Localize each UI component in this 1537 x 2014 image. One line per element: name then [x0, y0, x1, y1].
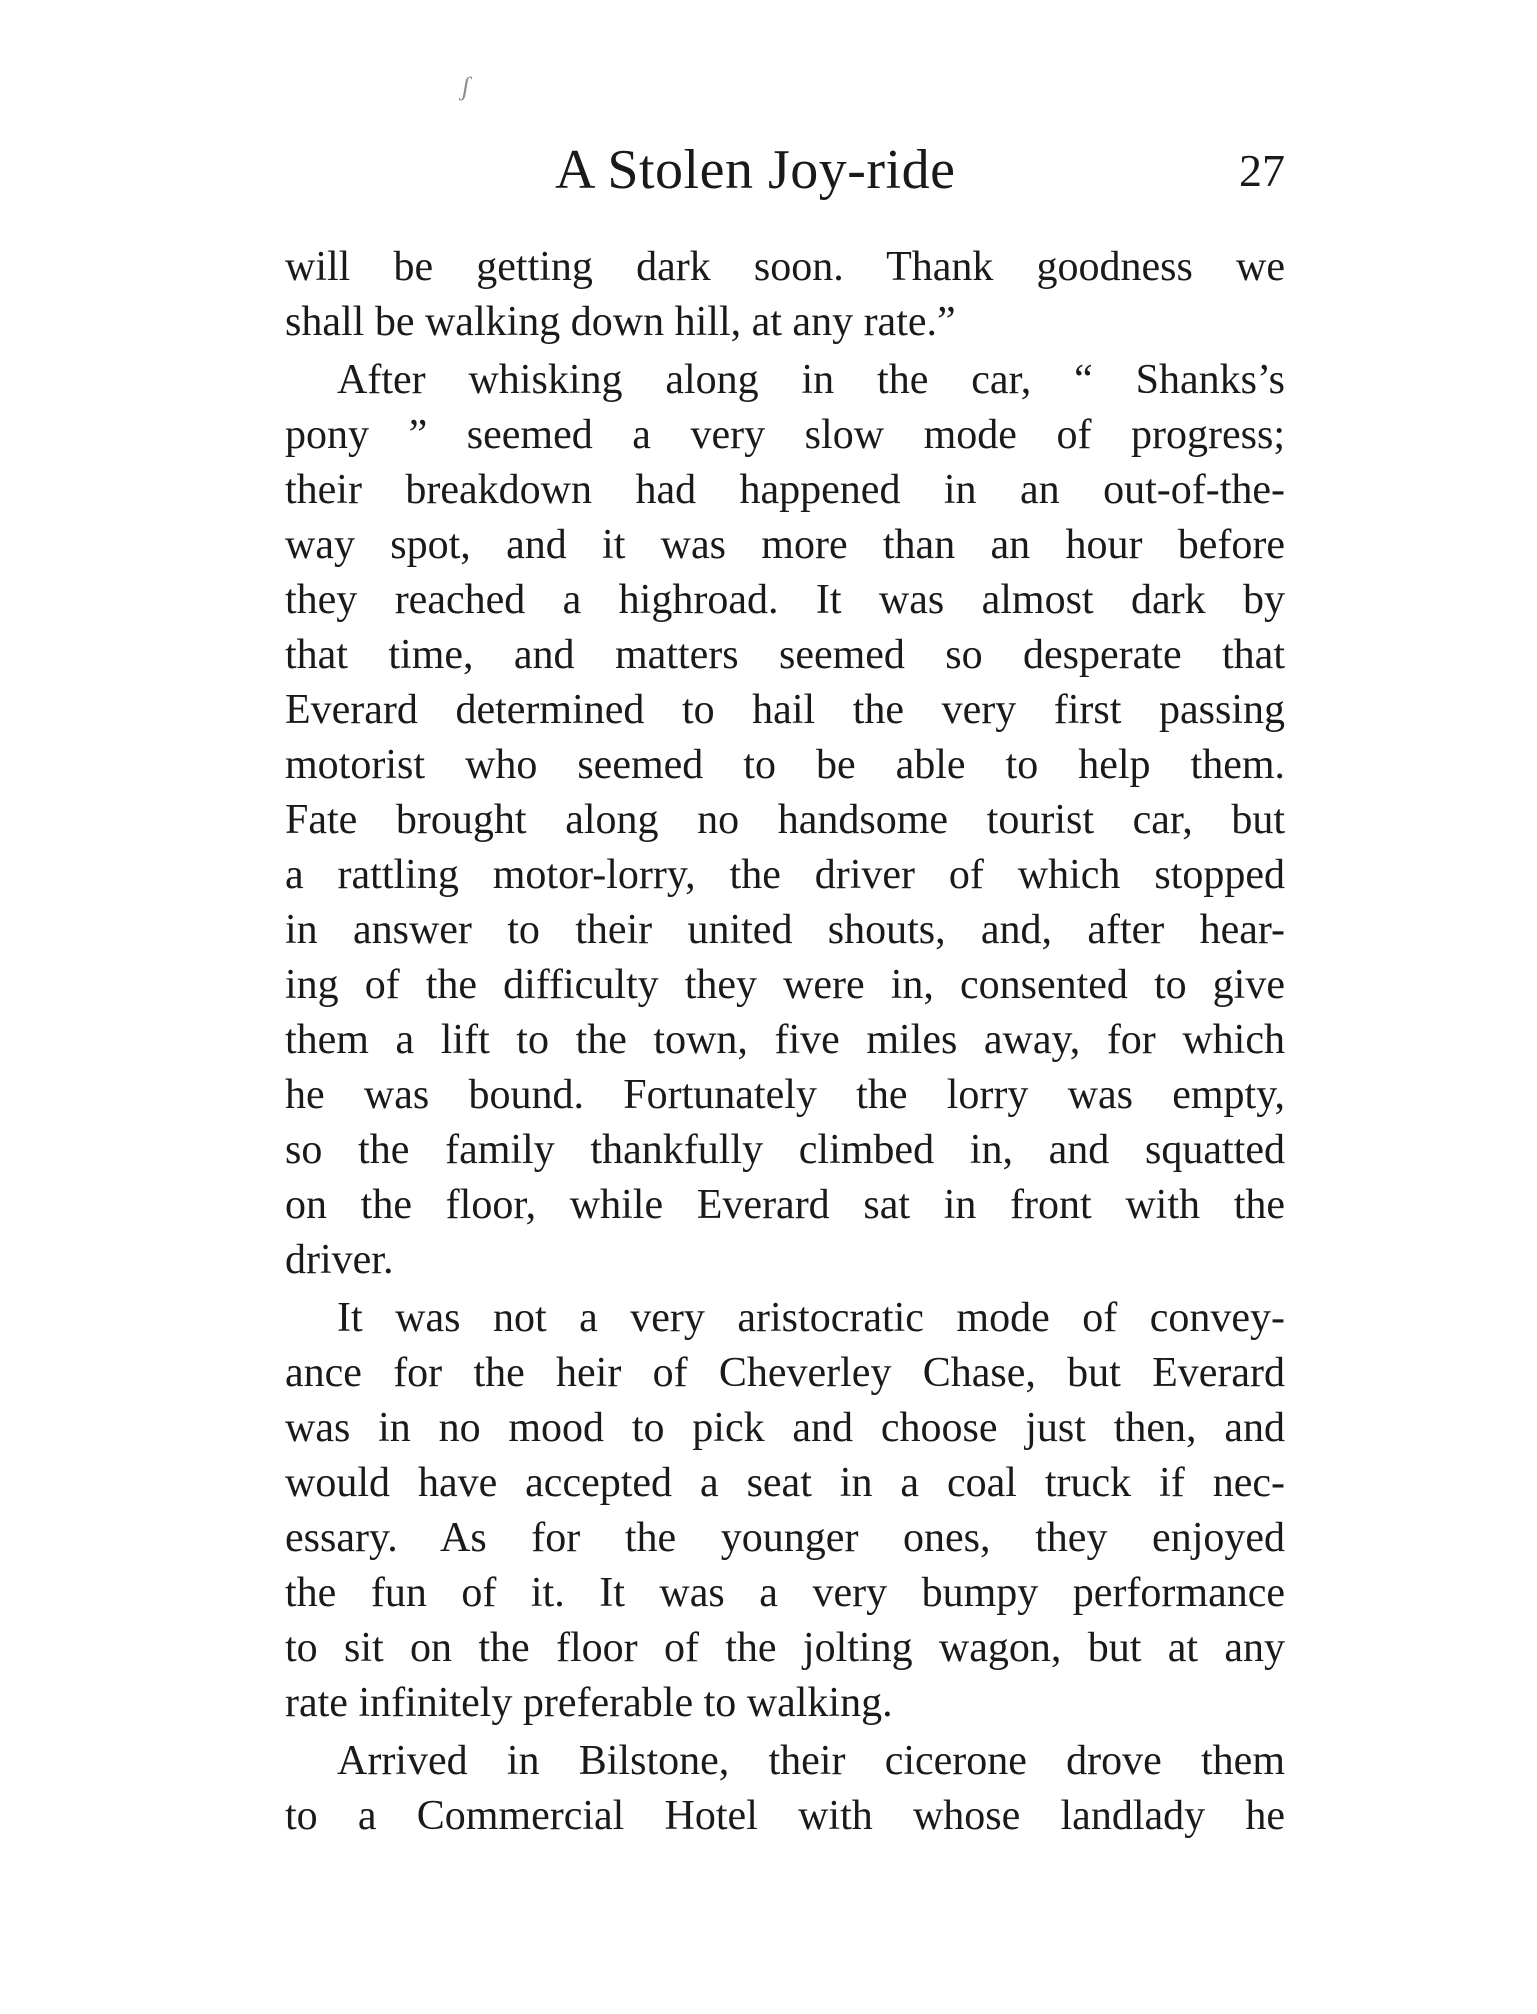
running-title: A Stolen Joy-ride	[555, 139, 956, 201]
text-line: a rattling motor-lorry, the driver of which stopped	[285, 852, 1285, 898]
text-line: to a Commercial Hotel with whose landlady he	[285, 1793, 1285, 1839]
text-line: he was bound. Fortunately the lorry was empty,	[285, 1072, 1285, 1118]
text-line: their breakdown had happened in an out-of-the-	[285, 467, 1285, 513]
text-line: Fate brought along no handsome tourist car, but	[285, 797, 1285, 843]
pencil-mark: ʃ	[462, 72, 470, 101]
text-line: pony ” seemed a very slow mode of progress;	[285, 412, 1285, 458]
text-line: them a lift to the town, five miles away, for which	[285, 1017, 1285, 1063]
text-line: they reached a highroad. It was almost dark by	[285, 577, 1285, 623]
text-line: was in no mood to pick and choose just then, and	[285, 1405, 1285, 1451]
text-line: way spot, and it was more than an hour before	[285, 522, 1285, 568]
text-line: essary. As for the younger ones, they enjoyed	[285, 1515, 1285, 1561]
text-line: would have accepted a seat in a coal truck if nec-	[285, 1460, 1285, 1506]
text-line: that time, and matters seemed so desperate that	[285, 632, 1285, 678]
text-line: to sit on the floor of the jolting wagon, but at any	[285, 1625, 1285, 1671]
text-line: shall be walking down hill, at any rate.”	[285, 299, 956, 345]
text-line: motorist who seemed to be able to help them.	[285, 742, 1285, 788]
text-line: driver.	[285, 1237, 394, 1283]
page-header	[285, 138, 1285, 208]
text-line: so the family thankfully climbed in, and squatted	[285, 1127, 1285, 1173]
page-number: 27	[1239, 145, 1285, 196]
page-body	[285, 240, 1285, 1844]
text-line: Everard determined to hail the very first passing	[285, 687, 1285, 733]
text-line: rate infinitely preferable to walking.	[285, 1680, 893, 1726]
text-line: It was not a very aristocratic mode of convey-	[337, 1295, 1285, 1341]
text-line: on the floor, while Everard sat in front with the	[285, 1182, 1285, 1228]
text-line: the fun of it. It was a very bumpy performance	[285, 1570, 1285, 1616]
text-line: Arrived in Bilstone, their cicerone drove them	[337, 1738, 1285, 1784]
text-line: ing of the difficulty they were in, consented to give	[285, 962, 1285, 1008]
text-line: ance for the heir of Cheverley Chase, but Everard	[285, 1350, 1285, 1396]
text-line: After whisking along in the car, “ Shanks’s	[337, 357, 1285, 403]
text-line: will be getting dark soon. Thank goodness we	[285, 244, 1285, 290]
text-line: in answer to their united shouts, and, after hear-	[285, 907, 1285, 953]
